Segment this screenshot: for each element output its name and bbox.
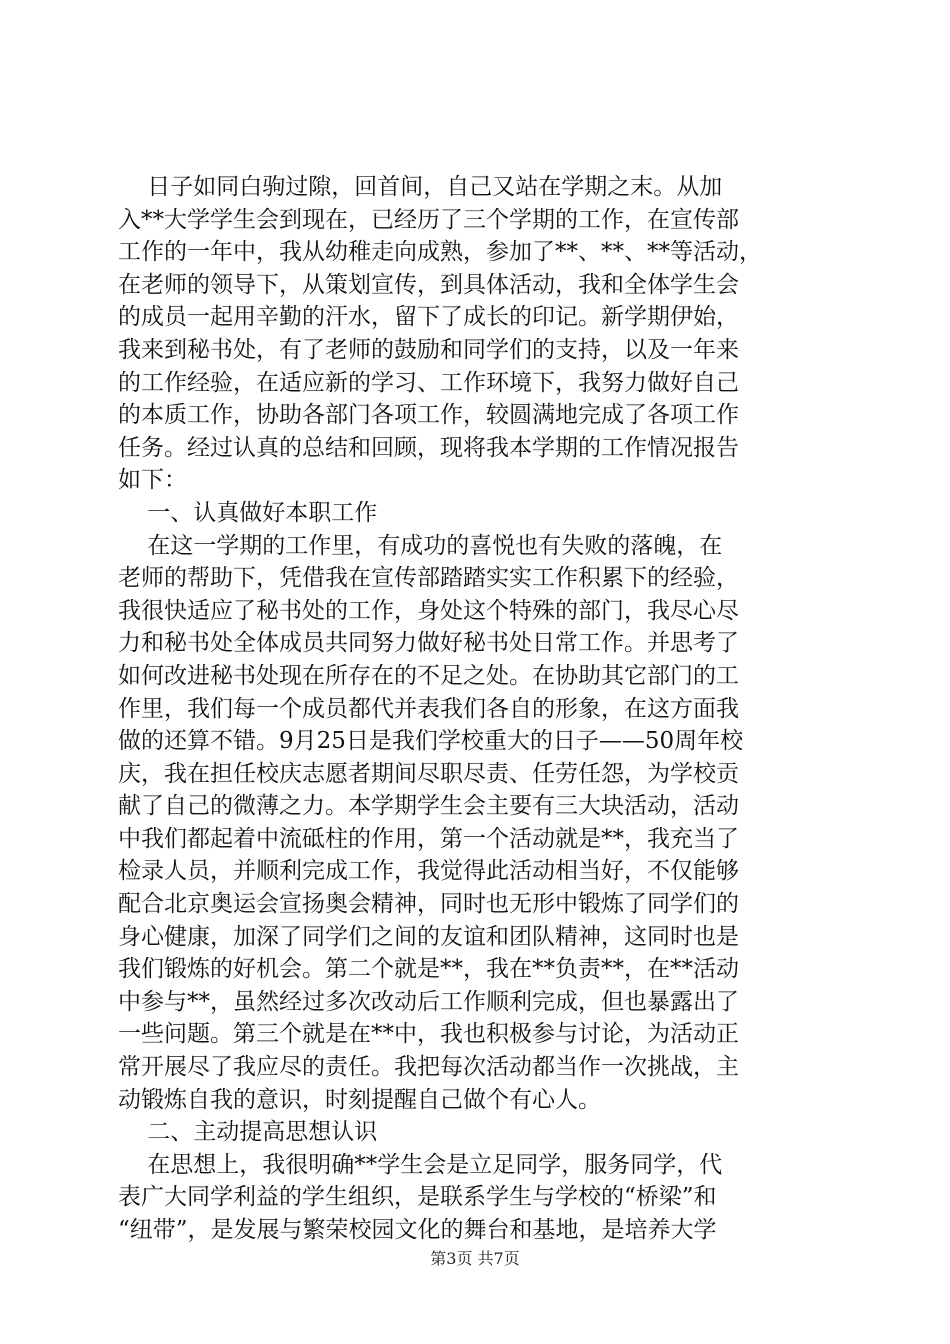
- text-line: 献了自己的微薄之力。本学期学生会主要有三大块活动，活动: [118, 793, 739, 820]
- section-heading: 一、认真做好本职工作: [118, 499, 378, 526]
- text-line: 如何改进秘书处现在所存在的不足之处。在协助其它部门的工: [118, 662, 739, 689]
- text-line: 表广大同学利益的学生组织，是联系学生与学校的“桥梁”和: [118, 1184, 717, 1211]
- text-line: 的工作经验，在适应新的学习、工作环境下，我努力做好自己: [118, 369, 739, 396]
- text-line: 在思想上，我很明确**学生会是立足同学，服务同学，代: [118, 1151, 723, 1178]
- text-line: 力和秘书处全体成员共同努力做好秘书处日常工作。并思考了: [118, 630, 739, 657]
- text-line: 我们锻炼的好机会。第二个就是**，我在**负责**，在**活动: [118, 956, 739, 983]
- text-line: 庆，我在担任校庆志愿者期间尽职尽责、任劳任怨，为学校贡: [118, 760, 739, 787]
- text-line: 的成员一起用辛勤的汗水，留下了成长的印记。新学期伊始，: [118, 304, 739, 331]
- text-line: 如下：: [118, 467, 187, 494]
- body-text: [118, 171, 838, 1247]
- text-line: 中参与**，虽然经过多次改动后工作顺利完成，但也暴露出了: [118, 988, 739, 1015]
- section-heading: 二、主动提高思想认识: [118, 1119, 378, 1146]
- text-line: 检录人员，并顺利完成工作，我觉得此活动相当好，不仅能够: [118, 858, 739, 885]
- text-line: 一些问题。第三个就是在**中，我也积极参与讨论，为活动正: [118, 1021, 739, 1048]
- text-line: 的本质工作，协助各部门各项工作，较圆满地完成了各项工作: [118, 402, 739, 429]
- text-line: 我来到秘书处，有了老师的鼓励和同学们的支持，以及一年来: [118, 336, 739, 363]
- text-line: 在老师的领导下，从策划宣传，到具体活动，我和全体学生会: [118, 271, 739, 298]
- text-line: 作里，我们每一个成员都代并表我们各自的形象，在这方面我: [118, 695, 739, 722]
- text-line: 中我们都起着中流砥柱的作用，第一个活动就是**，我充当了: [118, 825, 739, 852]
- text-line: 身心健康，加深了同学们之间的友谊和团队精神，这同时也是: [118, 923, 739, 950]
- text-line: 做的还算不错。9月25日是我们学校重大的日子——50周年校: [118, 728, 744, 755]
- text-line: 老师的帮助下，凭借我在宣传部踏踏实实工作积累下的经验，: [118, 565, 739, 592]
- text-line: 动锻炼自我的意识，时刻提醒自己做个有心人。: [118, 1086, 601, 1113]
- text-line: 在这一学期的工作里，有成功的喜悦也有失败的落魄，在: [118, 532, 723, 559]
- text-line: 日子如同白驹过隙，回首间，自己又站在学期之末。从加: [118, 174, 723, 200]
- text-line: 任务。经过认真的总结和回顾，现将我本学期的工作情况报告: [118, 434, 739, 461]
- page-number: 第3页 共7页: [430, 1249, 520, 1268]
- text-line: 工作的一年中，我从幼稚走向成熟，参加了**、**、**等活动，: [118, 239, 762, 266]
- text-line: 入**大学学生会到现在，已经历了三个学期的工作，在宣传部: [118, 206, 739, 233]
- text-line: 常开展尽了我应尽的责任。我把每次活动都当作一次挑战，主: [118, 1054, 739, 1081]
- text-line: 我很快适应了秘书处的工作，身处这个特殊的部门，我尽心尽: [118, 597, 739, 624]
- text-line: 配合北京奥运会宣扬奥会精神，同时也无形中锻炼了同学们的: [118, 891, 739, 918]
- text-line: “纽带”，是发展与繁荣校园文化的舞台和基地，是培养大学: [118, 1217, 717, 1243]
